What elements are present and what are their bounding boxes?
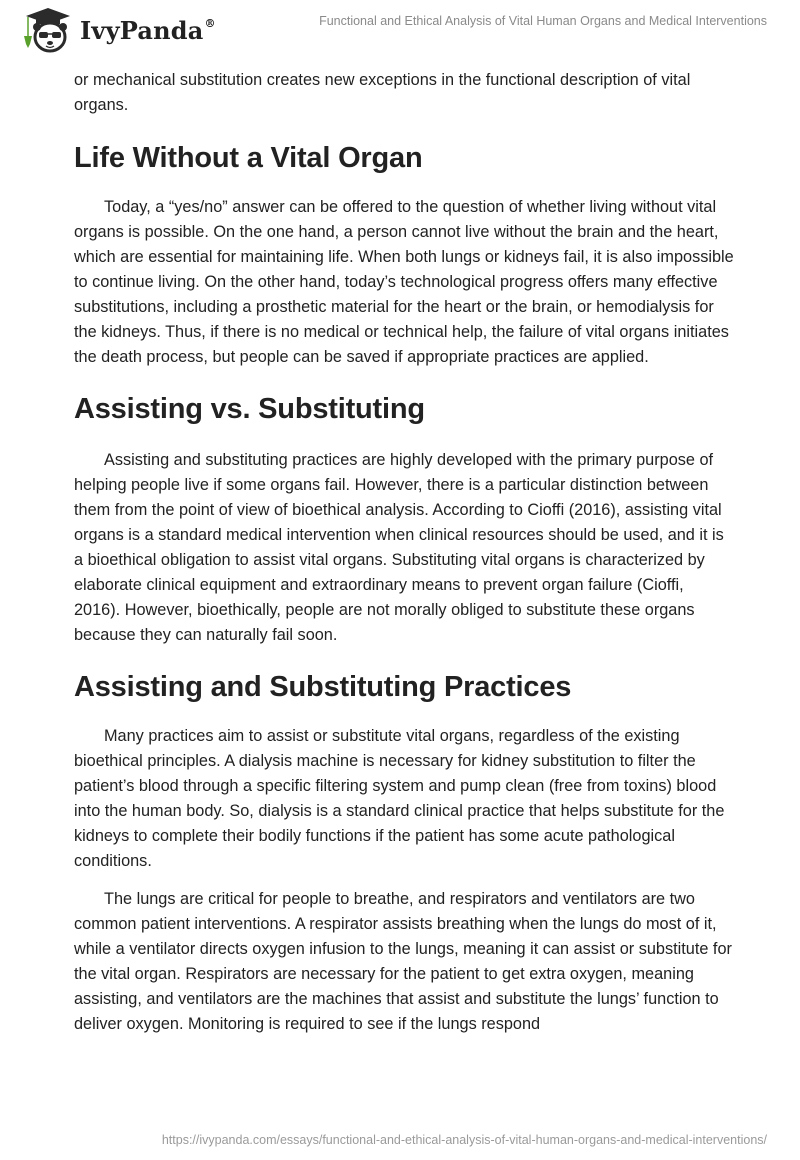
paragraph: The lungs are critical for people to breathe, and respirators and ventilators are two common patient interventions. A respirator assists breathing when the lungs do most of it, while a ventilator directs oxygen infusion to the lungs, meaning it can assist or substitute for the vital organ. Respirators are necessary for the patient to get extra oxygen, meaning assisting, and ventilators are the machines that assist and substitute the lungs’ function to deliver oxygen. Monitoring is required to see if the lungs respond [74,890,732,1033]
brand-name: IvyPanda® [80,15,216,45]
page-header [0,0,800,58]
footer-source-url[interactable]: https://ivypanda.com/essays/functional-and-ethical-analysis-of-vital-human-organs-and-medical-interventions/ [161,1133,767,1147]
registered-mark: ® [204,16,216,30]
section-heading-assisting-and-substituting-practices: Assisting and Substituting Practices [74,671,572,703]
paragraph: Today, a “yes/no” answer can be offered to the question of whether living without vital organs is possible. On the one hand, a person cannot live without the brain and the heart, which are essential for maintaining life. When both lungs or kidneys fail, it is also impossible to continue living. On the other hand, today’s technological progress offers many effective substitutions, including a prosthetic material for the heart or the brain, or hemodialysis for the kidneys. Thus, if there is no medical or technical help, the failure of vital organs initiates the death process, but people can be saved if appropriate practices are applied. [74,198,734,366]
lead-paragraph: or mechanical substitution creates new exceptions in the functional description of vital organs. [74,71,691,114]
panda-graduate-icon [20,6,74,54]
paragraph: Assisting and substituting practices are highly developed with the primary purpose of helping people live if some organs fail. However, there is a particular distinction between them from the point of view of bioethical analysis. According to Cioffi (2016), assisting vital organs is a standard medical intervention when clinical resources should be used, and it is a bioethical obligation to assist vital organs. Substituting vital organs is characterized by elaborate clinical equipment and extraordinary means to prevent organ failure (Cioffi, 2016). However, bioethically, people are not morally obliged to substitute these organs because they can naturally fail soon. [74,451,724,644]
section-heading-assisting-vs-substituting: Assisting vs. Substituting [74,393,425,425]
essay-content [74,68,734,1037]
document-title: Functional and Ethical Analysis of Vital Human Organs and Medical Interventions [319,14,767,28]
paragraph: Many practices aim to assist or substitute vital organs, regardless of the existing bioethical principles. A dialysis machine is necessary for kidney substitution to filter the patient’s blood through a specific filtering system and pump clean (free from toxins) blood into the human body. So, dialysis is a standard clinical practice that helps substitute for the kidneys to complete their bodily functions if the patient has some acute pathological conditions. [74,727,725,870]
ivypanda-logo[interactable] [20,6,216,54]
section-heading-life-without-vital-organ: Life Without a Vital Organ [74,142,423,174]
